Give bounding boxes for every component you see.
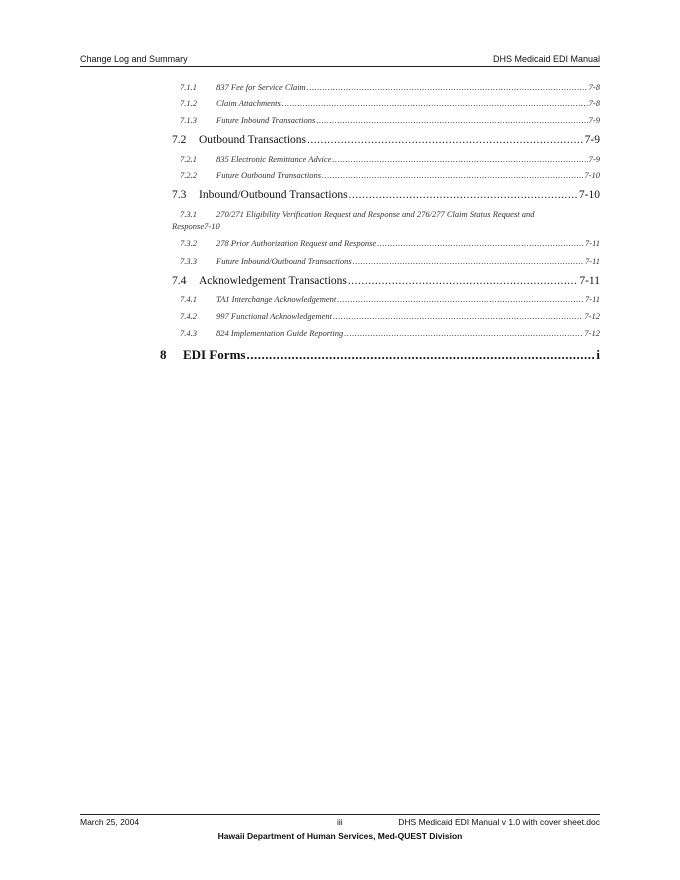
leader-dots — [337, 294, 584, 304]
leader-dots — [353, 256, 584, 266]
toc-entry-7-2[interactable]: 7.2 Outbound Transactions ..... 7-9 — [172, 134, 600, 146]
toc-entry-7-4[interactable]: 7.4 Acknowledgement Transactions ..... 7-11 — [172, 275, 600, 287]
leader-dots — [344, 328, 583, 338]
leader-dots — [377, 238, 584, 248]
leader-dots — [349, 189, 578, 201]
toc-entry-7-4-2[interactable]: 7.4.2 997 Functional Acknowledgement ..... 7-12 — [180, 311, 600, 321]
leader-dots — [348, 275, 578, 287]
header-section-title: Change Log and Summary — [80, 54, 188, 64]
leader-dots — [322, 170, 583, 180]
leader-dots — [307, 134, 584, 146]
toc-entry-7-2-1[interactable]: 7.2.1 835 Electronic Remittance Advice ..... 7-9 — [180, 154, 600, 164]
toc-entry-7-1-1[interactable]: 7.1.1 837 Fee for Service Claim ..... 7-8 — [180, 82, 600, 92]
toc-entry-7-4-1[interactable]: 7.4.1 TA1 Interchange Acknowledgement ..... 7-11 — [180, 294, 600, 304]
footer-date: March 25, 2004 — [80, 817, 140, 827]
toc-entry-8[interactable]: 8 EDI Forms ..... i — [160, 347, 600, 363]
page-header — [80, 53, 600, 67]
leader-dots — [307, 82, 588, 92]
toc-entry-7-3-3[interactable]: 7.3.3 Future Inbound/Outbound Transactions ..... 7-11 — [180, 256, 600, 266]
leader-dots — [282, 98, 588, 108]
leader-dots — [246, 347, 595, 363]
page-footer — [80, 814, 600, 841]
footer-page-number: iii — [337, 817, 343, 827]
leader-dots — [333, 311, 583, 321]
toc-entry-7-2-2[interactable]: 7.2.2 Future Outbound Transactions ..... 7-10 — [180, 170, 600, 180]
toc-entry-7-1-2[interactable]: 7.1.2 Claim Attachments ..... 7-8 — [180, 98, 600, 108]
footer-organization: Hawaii Department of Human Services, Med-QUEST Division — [217, 831, 463, 841]
header-document-title: DHS Medicaid EDI Manual — [492, 54, 600, 64]
toc-entry-7-3-2[interactable]: 7.3.2 278 Prior Authorization Request and Response ..... 7-11 — [180, 238, 600, 248]
leader-dots — [316, 115, 587, 125]
leader-dots — [332, 154, 587, 164]
footer-document-name: DHS Medicaid EDI Manual v 1.0 with cover sheet.doc — [398, 817, 600, 827]
toc-entry-7-3[interactable]: 7.3 Inbound/Outbound Transactions ..... 7-10 — [172, 189, 600, 201]
toc-entry-7-1-3[interactable]: 7.1.3 Future Inbound Transactions ..... 7-9 — [180, 115, 600, 125]
toc-entry-7-3-1[interactable]: 7.3.1 270/271 Eligibility Verification Request and Response and 276/277 Claim Status Request and Response7-10 — [172, 209, 535, 231]
toc-entry-7-4-3[interactable]: 7.4.3 824 Implementation Guide Reporting ..... 7-12 — [180, 328, 600, 338]
